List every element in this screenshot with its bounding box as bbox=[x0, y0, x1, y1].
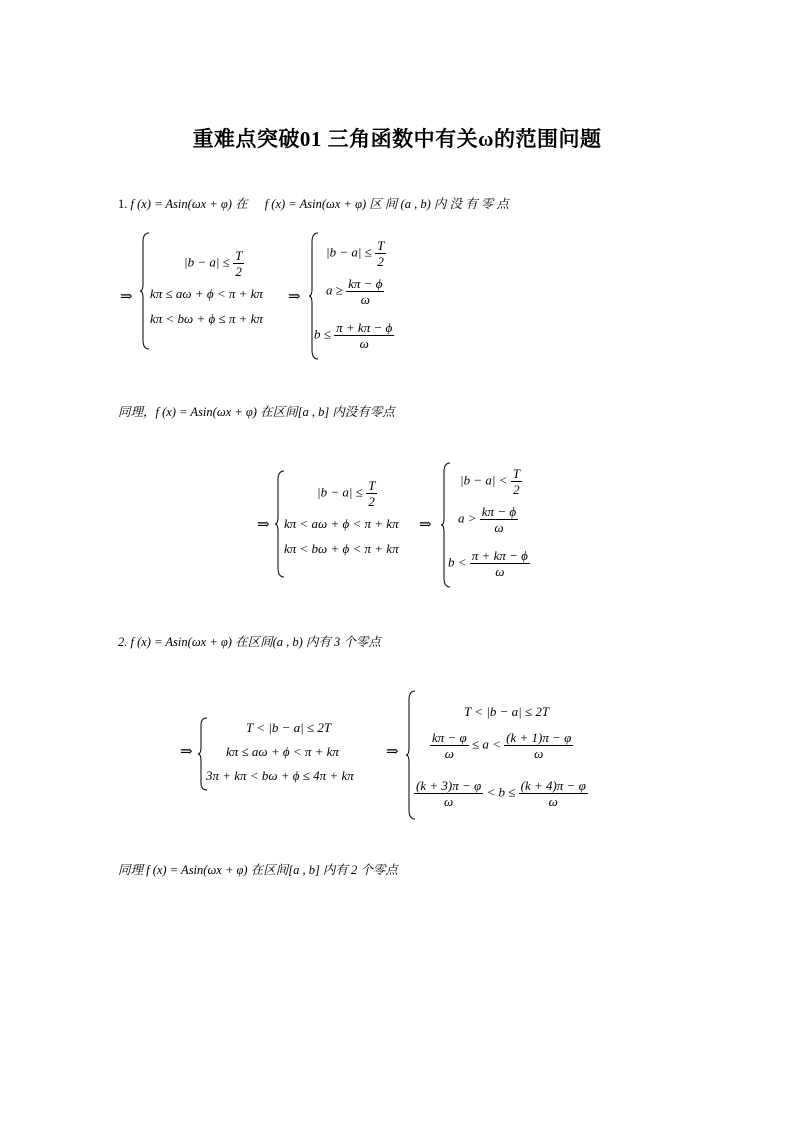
left-brace-1a bbox=[140, 232, 150, 350]
line-4: 同理 f (x) = Asin(ωx + φ) 在区间[a , b] 内有 2 个零点 bbox=[118, 863, 398, 877]
implies-arrow-2b: ⇒ bbox=[419, 517, 432, 533]
sys1-right-row3: b ≤ $\frac{\pi + k\pi - \phi}{\omega}$ bbox=[314, 320, 393, 351]
implies-arrow-1b: ⇒ bbox=[288, 289, 301, 305]
item-1-number: 1. bbox=[118, 197, 128, 211]
sys1-left-row3: kπ < bω + ϕ ≤ π + kπ bbox=[150, 311, 263, 326]
sys3-right-row1: T < |b − a| ≤ 2T bbox=[464, 704, 550, 719]
item-2-line: 2. f (x) = Asin(ωx + φ) 在区间(a , b) 内有 3 个零点 bbox=[118, 635, 381, 649]
sys3-right-row3: $\frac{(k + 3)\pi - \varphi}{\omega}$ < b ≤ $\frac{(k + 4)\pi - \varphi}{\omega}$ bbox=[416, 778, 586, 809]
page-title: 重难点突破01 三角函数中有关ω的范围问题 bbox=[192, 127, 602, 151]
sys2-right-row2: a > $\frac{k\pi - \phi}{\omega}$ bbox=[458, 504, 517, 535]
sys2-left-row2: kπ < aω + ϕ < π + kπ bbox=[284, 516, 399, 531]
sys2-right-row3: b < $\frac{\pi + k\pi - \phi}{\omega}$ bbox=[448, 548, 528, 579]
sys2-right-row1: |b − a| < $\frac{T}{2}$ bbox=[460, 466, 520, 497]
sys2-left-row3: kπ < bω + ϕ < π + kπ bbox=[284, 541, 399, 556]
sys3-left-row2: kπ ≤ aω + ϕ < π + kπ bbox=[226, 744, 339, 759]
implies-arrow-1a: ⇒ bbox=[120, 289, 133, 305]
sys1-left-row2: kπ ≤ aω + ϕ < π + kπ bbox=[150, 286, 263, 301]
line-2: 同理，f (x) = Asin(ωx + φ) 在区间[a , b] 内没有零点 bbox=[118, 405, 395, 419]
sys3-left-row1: T < |b − a| ≤ 2T bbox=[246, 720, 332, 735]
sys1-left-row1: |b − a| ≤ $\frac{T}{2}$ bbox=[184, 248, 243, 279]
item-1-text-b: f (x) = Asin(ωx + φ) 区 间 (a , b) 内 没 有 零 点 bbox=[264, 197, 509, 211]
sys3-left-row3: 3π + kπ < bω + ϕ ≤ 4π + kπ bbox=[206, 768, 354, 783]
item-1-text-a: f (x) = Asin(ωx + φ) 在 bbox=[130, 197, 248, 211]
implies-arrow-3b: ⇒ bbox=[386, 744, 399, 760]
implies-arrow-3a: ⇒ bbox=[180, 744, 193, 760]
sys1-right-row2: a ≥ $\frac{k\pi - \phi}{\omega}$ bbox=[326, 276, 383, 307]
sys2-left-row1: |b − a| ≤ $\frac{T}{2}$ bbox=[317, 478, 376, 509]
implies-arrow-2a: ⇒ bbox=[257, 517, 270, 533]
item-1-line bbox=[118, 194, 509, 212]
sys3-right-row2: $\frac{k\pi - \varphi}{\omega}$ ≤ a < $\frac{(k + 1)\pi - \varphi}{\omega}$ bbox=[432, 730, 572, 761]
sys1-right-row1: |b − a| ≤ $\frac{T}{2}$ bbox=[326, 238, 385, 269]
